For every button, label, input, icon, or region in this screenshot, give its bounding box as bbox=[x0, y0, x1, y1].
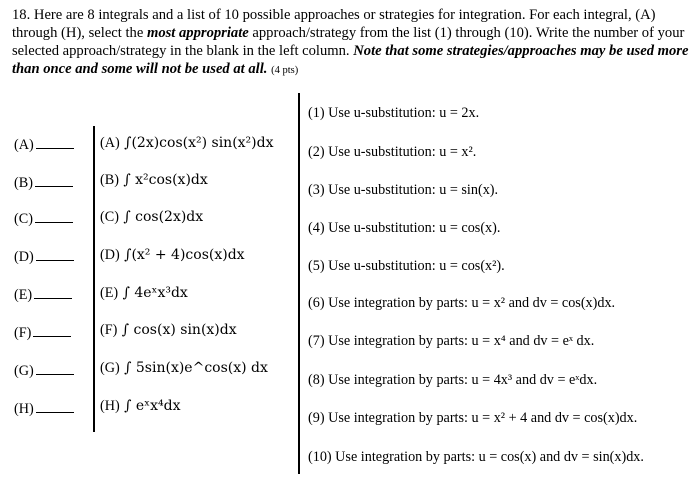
answer-blank-d[interactable]: (D) bbox=[14, 249, 74, 266]
question-intro: Here are 8 integrals and a list of 10 possible approaches or strategies for integration. For each integral, (A) through (H), select the bbox=[12, 7, 656, 41]
answer-blank-g[interactable]: (G) bbox=[14, 363, 74, 380]
option-9: (9) Use integration by parts: u = x² + 4 and dv = cos(x)dx. bbox=[308, 410, 638, 426]
option-5: (5) Use u-substitution: u = cos(x²). bbox=[308, 258, 505, 274]
integral-b: (B) ∫ x²cos(x)dx bbox=[100, 172, 208, 188]
answer-blank-h[interactable]: (H) bbox=[14, 401, 74, 418]
integral-g: (G) ∫ 5sin(x)e^cos(x) dx bbox=[100, 360, 268, 376]
right-column-divider bbox=[298, 93, 300, 474]
question-points: (4 pts) bbox=[271, 65, 299, 76]
left-column-divider bbox=[93, 126, 95, 432]
answer-blank-a[interactable]: (A) bbox=[14, 137, 74, 154]
answer-blank-e[interactable]: (E) bbox=[14, 287, 72, 304]
integral-a: (A) ∫(2x)cos(x²) sin(x²)dx bbox=[100, 135, 274, 151]
option-6: (6) Use integration by parts: u = x² and dv = cos(x)dx. bbox=[308, 295, 616, 311]
question-middle: approach/strategy from the list (1) through (10). Write the number of your selected approach/strategy in the blank in the left column. bbox=[12, 25, 685, 59]
answer-blank-b[interactable]: (B) bbox=[14, 175, 73, 192]
question-number: 18. bbox=[12, 7, 31, 23]
option-3: (3) Use u-substitution: u = sin(x). bbox=[308, 182, 499, 198]
option-10: (10) Use integration by parts: u = cos(x) and dv = sin(x)dx. bbox=[308, 449, 644, 465]
option-8: (8) Use integration by parts: u = 4x³ and dv = eˣdx. bbox=[308, 372, 598, 388]
option-7: (7) Use integration by parts: u = x⁴ and dv = eˣ dx. bbox=[308, 333, 595, 349]
option-2: (2) Use u-substitution: u = x². bbox=[308, 144, 477, 160]
answer-blank-c[interactable]: (C) bbox=[14, 211, 73, 228]
question-emphasis-2: Note that some strategies/approaches may be used more than once and some will not be used at all. bbox=[12, 43, 689, 77]
question-prompt bbox=[12, 6, 696, 80]
integral-e: (E) ∫ 4eˣx³dx bbox=[100, 285, 188, 301]
integral-f: (F) ∫ cos(x) sin(x)dx bbox=[100, 322, 237, 338]
integral-d: (D) ∫(x² + 4)cos(x)dx bbox=[100, 247, 245, 263]
question-emphasis-1: most appropriate bbox=[146, 25, 249, 41]
option-4: (4) Use u-substitution: u = cos(x). bbox=[308, 220, 501, 236]
integral-c: (C) ∫ cos(2x)dx bbox=[100, 209, 204, 225]
integral-h: (H) ∫ eˣx⁴dx bbox=[100, 398, 181, 414]
answer-blank-f[interactable]: (F) bbox=[14, 325, 71, 342]
option-1: (1) Use u-substitution: u = 2x. bbox=[308, 105, 480, 121]
